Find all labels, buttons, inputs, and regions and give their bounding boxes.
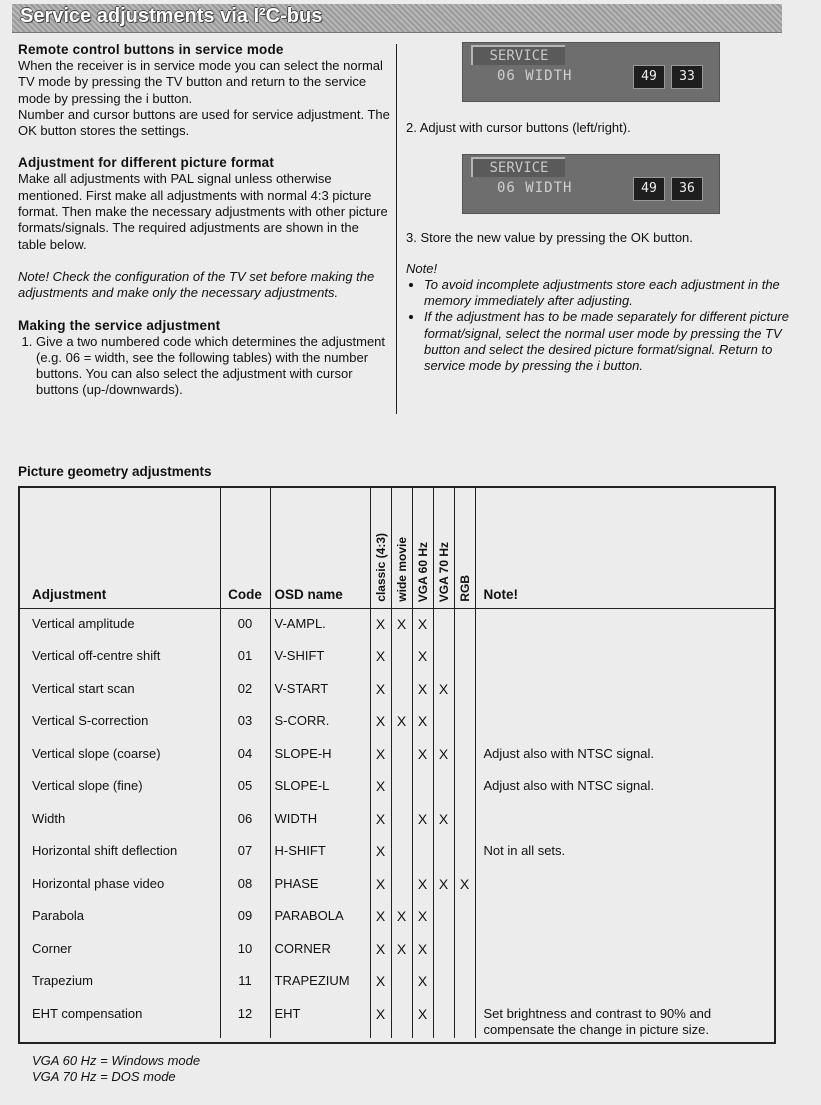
note-label: Note! (406, 260, 438, 276)
note-cell (475, 641, 774, 674)
header-wide (391, 488, 412, 609)
osd-name-cell: WIDTH (270, 804, 370, 837)
wide-mark (391, 804, 412, 837)
vga60-mark: X (412, 966, 433, 999)
adjustment-cell: Vertical slope (fine) (32, 778, 143, 793)
vga70-mark: X (433, 674, 454, 707)
page-title: Service adjustments via I²C-bus (20, 5, 323, 27)
code-cell: 00 (220, 609, 270, 642)
vga60-mark: X (412, 706, 433, 739)
classic-mark: X (370, 739, 391, 772)
rgb-mark (454, 641, 475, 674)
right-column (406, 42, 796, 375)
header-rgb-label: RGB (457, 575, 472, 602)
vga60-mark: X (412, 674, 433, 707)
header-vga60 (412, 488, 433, 609)
adjustment-table-frame (18, 486, 776, 1044)
classic-mark: X (370, 771, 391, 804)
footer-notes (32, 1053, 200, 1085)
adjustment-cell: EHT compensation (32, 1005, 143, 1021)
vga70-mark (433, 836, 454, 869)
osd-name-cell: V-AMPL. (270, 609, 370, 642)
format-heading: Adjustment for different picture format (18, 155, 275, 171)
table-row (20, 641, 774, 674)
rgb-mark (454, 771, 475, 804)
code-cell: 06 (220, 804, 270, 837)
osd-service-label: SERVICE (471, 157, 565, 177)
osd-value-2: 36 (671, 177, 703, 201)
header-adjustment: Adjustment (20, 488, 220, 609)
classic-mark: X (370, 706, 391, 739)
rgb-mark (454, 901, 475, 934)
vga70-mark (433, 934, 454, 967)
note-cell: Adjust also with NTSC signal. (475, 739, 774, 772)
note-item: • To avoid incomplete adjustments store each adjustment in the memory immediately after adjusting. (424, 277, 796, 310)
osd-name-cell: V-SHIFT (270, 641, 370, 674)
rgb-mark (454, 836, 475, 869)
vga70-mark: X (433, 804, 454, 837)
step-3: 3. Store the new value by pressing the OK button. (406, 230, 693, 246)
osd-name-cell: PHASE (270, 869, 370, 902)
adjustment-cell: Vertical start scan (32, 680, 135, 696)
wide-mark (391, 771, 412, 804)
vga70-mark (433, 966, 454, 999)
adjustment-cell: Vertical off-centre shift (32, 648, 161, 663)
vga60-mark (412, 771, 433, 804)
osd-value-2: 33 (671, 65, 703, 89)
table-row (20, 869, 774, 902)
footer-line-1: VGA 60 Hz = Windows mode (32, 1053, 201, 1068)
note-cell: Not in all sets. (475, 836, 774, 869)
note-cell (475, 869, 774, 902)
header-osd-name: OSD name (270, 488, 370, 609)
vga70-mark: X (433, 739, 454, 772)
osd-name-cell: CORNER (270, 934, 370, 967)
note-cell (475, 609, 774, 642)
code-cell: 11 (220, 966, 270, 999)
title-bar (12, 4, 782, 33)
header-rgb (454, 488, 475, 609)
code-cell: 04 (220, 739, 270, 772)
vga60-mark (412, 836, 433, 869)
code-cell: 01 (220, 641, 270, 674)
format-text: Make all adjustments with PAL signal unless otherwise mentioned. First make all adjustments with normal 4:3 picture format. Then make the necessary adjustments with other picture formats/signals. The required adjustments are shown in the table below. (18, 171, 388, 252)
classic-mark: X (370, 901, 391, 934)
wide-mark: X (391, 609, 412, 642)
step-1: 1. Give a two numbered code which determines the adjustment (e.g. 06 = width, see the following tables) with the number buttons. You can also select the adjustment with cursor buttons (up-/downwards). (36, 334, 390, 399)
rgb-mark (454, 674, 475, 707)
adjustment-cell: Vertical S-correction (32, 713, 149, 728)
classic-mark: X (370, 836, 391, 869)
remote-heading: Remote control buttons in service mode (18, 42, 284, 57)
table-row (20, 674, 774, 707)
step-list (18, 334, 390, 399)
note-cell (475, 966, 774, 999)
osd-value-1: 49 (633, 65, 665, 89)
classic-mark: X (370, 804, 391, 837)
adjustment-cell: Vertical slope (coarse) (32, 745, 161, 761)
header-note: Note! (475, 488, 774, 609)
osd-display-2 (462, 154, 720, 214)
table-row (20, 804, 774, 837)
table-row (20, 609, 774, 642)
code-cell: 08 (220, 869, 270, 902)
classic-mark: X (370, 966, 391, 999)
rgb-mark (454, 966, 475, 999)
config-note: Note! Check the configuration of the TV set before making the adjustments and make only the necessary adjustments. (18, 268, 375, 301)
note-cell (475, 804, 774, 837)
header-vga70 (433, 488, 454, 609)
vga60-mark: X (412, 641, 433, 674)
header-classic-label: classic (4:3) (373, 533, 388, 602)
vga70-mark (433, 999, 454, 1038)
classic-mark: X (370, 999, 391, 1038)
table-row (20, 836, 774, 869)
remote-text-2: Number and cursor buttons are used for service adjustment. The OK button stores the settings. (18, 106, 390, 139)
table-row (20, 771, 774, 804)
osd-name-cell: H-SHIFT (270, 836, 370, 869)
wide-mark (391, 674, 412, 707)
classic-mark: X (370, 641, 391, 674)
column-divider (396, 44, 397, 414)
osd-name-cell: TRAPEZIUM (270, 966, 370, 999)
code-cell: 07 (220, 836, 270, 869)
table-title: Picture geometry adjustments (18, 464, 212, 479)
note-cell: Adjust also with NTSC signal. (475, 771, 774, 804)
table-row (20, 739, 774, 772)
vga60-mark: X (412, 739, 433, 772)
vga70-mark (433, 641, 454, 674)
adjustment-cell: Vertical amplitude (32, 616, 135, 631)
wide-mark: X (391, 934, 412, 967)
vga70-mark (433, 609, 454, 642)
wide-mark: X (391, 706, 412, 739)
remote-text-1: When the receiver is in service mode you can select the normal TV mode by pressing the TV button and return to the service mode by pressing the i button. (18, 58, 383, 106)
note-cell: Set brightness and contrast to 90% and compensate the change in picture size. (475, 999, 774, 1038)
rgb-mark (454, 934, 475, 967)
note-list (406, 277, 796, 375)
header-vga70-label: VGA 70 Hz (436, 541, 451, 602)
adjustment-table (20, 488, 774, 1038)
vga60-mark: X (412, 934, 433, 967)
note-cell (475, 706, 774, 739)
header-wide-label: wide movie (394, 537, 409, 602)
classic-mark: X (370, 674, 391, 707)
making-heading: Making the service adjustment (18, 317, 221, 333)
osd-name-cell: V-START (270, 674, 370, 707)
wide-mark (391, 999, 412, 1038)
note-cell (475, 934, 774, 967)
adjustment-cell: Parabola (32, 908, 85, 923)
rgb-mark (454, 739, 475, 772)
classic-mark: X (370, 609, 391, 642)
osd-name-cell: EHT (270, 999, 370, 1038)
vga60-mark: X (412, 901, 433, 934)
note-item: • If the adjustment has to be made separately for different picture format/signal, select the normal user mode by pressing the TV button and select the desired picture format/signal. Return to service mode by pressing the i button. (424, 309, 796, 374)
osd-service-label: SERVICE (471, 45, 565, 65)
adjustment-cell: Horizontal shift deflection (32, 843, 178, 858)
osd-name-cell: SLOPE-L (270, 771, 370, 804)
left-column (18, 42, 390, 399)
table-row (20, 999, 774, 1038)
header-code: Code (220, 488, 270, 609)
vga70-mark (433, 706, 454, 739)
note-cell (475, 901, 774, 934)
wide-mark (391, 739, 412, 772)
osd-adjust-name: 06 WIDTH (497, 180, 573, 197)
footer-line-2: VGA 70 Hz = DOS mode (32, 1069, 176, 1084)
vga60-mark: X (412, 804, 433, 837)
wide-mark (391, 641, 412, 674)
vga60-mark: X (412, 869, 433, 902)
adjustment-cell: Width (32, 810, 66, 826)
osd-value-1: 49 (633, 177, 665, 201)
wide-mark (391, 836, 412, 869)
rgb-mark (454, 706, 475, 739)
step-2: 2. Adjust with cursor buttons (left/right). (406, 120, 631, 135)
vga70-mark (433, 901, 454, 934)
osd-name-cell: S-CORR. (270, 706, 370, 739)
table-body (20, 609, 774, 1038)
wide-mark (391, 966, 412, 999)
osd-name-cell: SLOPE-H (270, 739, 370, 772)
table-row (20, 901, 774, 934)
code-cell: 03 (220, 706, 270, 739)
adjustment-cell: Horizontal phase video (32, 875, 165, 891)
vga70-mark: X (433, 869, 454, 902)
rgb-mark: X (454, 869, 475, 902)
adjustment-cell: Trapezium (32, 973, 93, 988)
table-row (20, 706, 774, 739)
wide-mark (391, 869, 412, 902)
table-row (20, 966, 774, 999)
adjustment-cell: Corner (32, 940, 72, 956)
code-cell: 10 (220, 934, 270, 967)
osd-name-cell: PARABOLA (270, 901, 370, 934)
header-vga60-label: VGA 60 Hz (415, 541, 430, 602)
code-cell: 02 (220, 674, 270, 707)
code-cell: 09 (220, 901, 270, 934)
vga60-mark: X (412, 609, 433, 642)
vga70-mark (433, 771, 454, 804)
rgb-mark (454, 804, 475, 837)
rgb-mark (454, 609, 475, 642)
code-cell: 05 (220, 771, 270, 804)
note-cell (475, 674, 774, 707)
vga60-mark: X (412, 999, 433, 1038)
header-classic (370, 488, 391, 609)
code-cell: 12 (220, 999, 270, 1038)
classic-mark: X (370, 934, 391, 967)
classic-mark: X (370, 869, 391, 902)
osd-adjust-name: 06 WIDTH (497, 68, 573, 84)
osd-display-1 (462, 42, 720, 102)
rgb-mark (454, 999, 475, 1038)
table-row (20, 934, 774, 967)
wide-mark: X (391, 901, 412, 934)
